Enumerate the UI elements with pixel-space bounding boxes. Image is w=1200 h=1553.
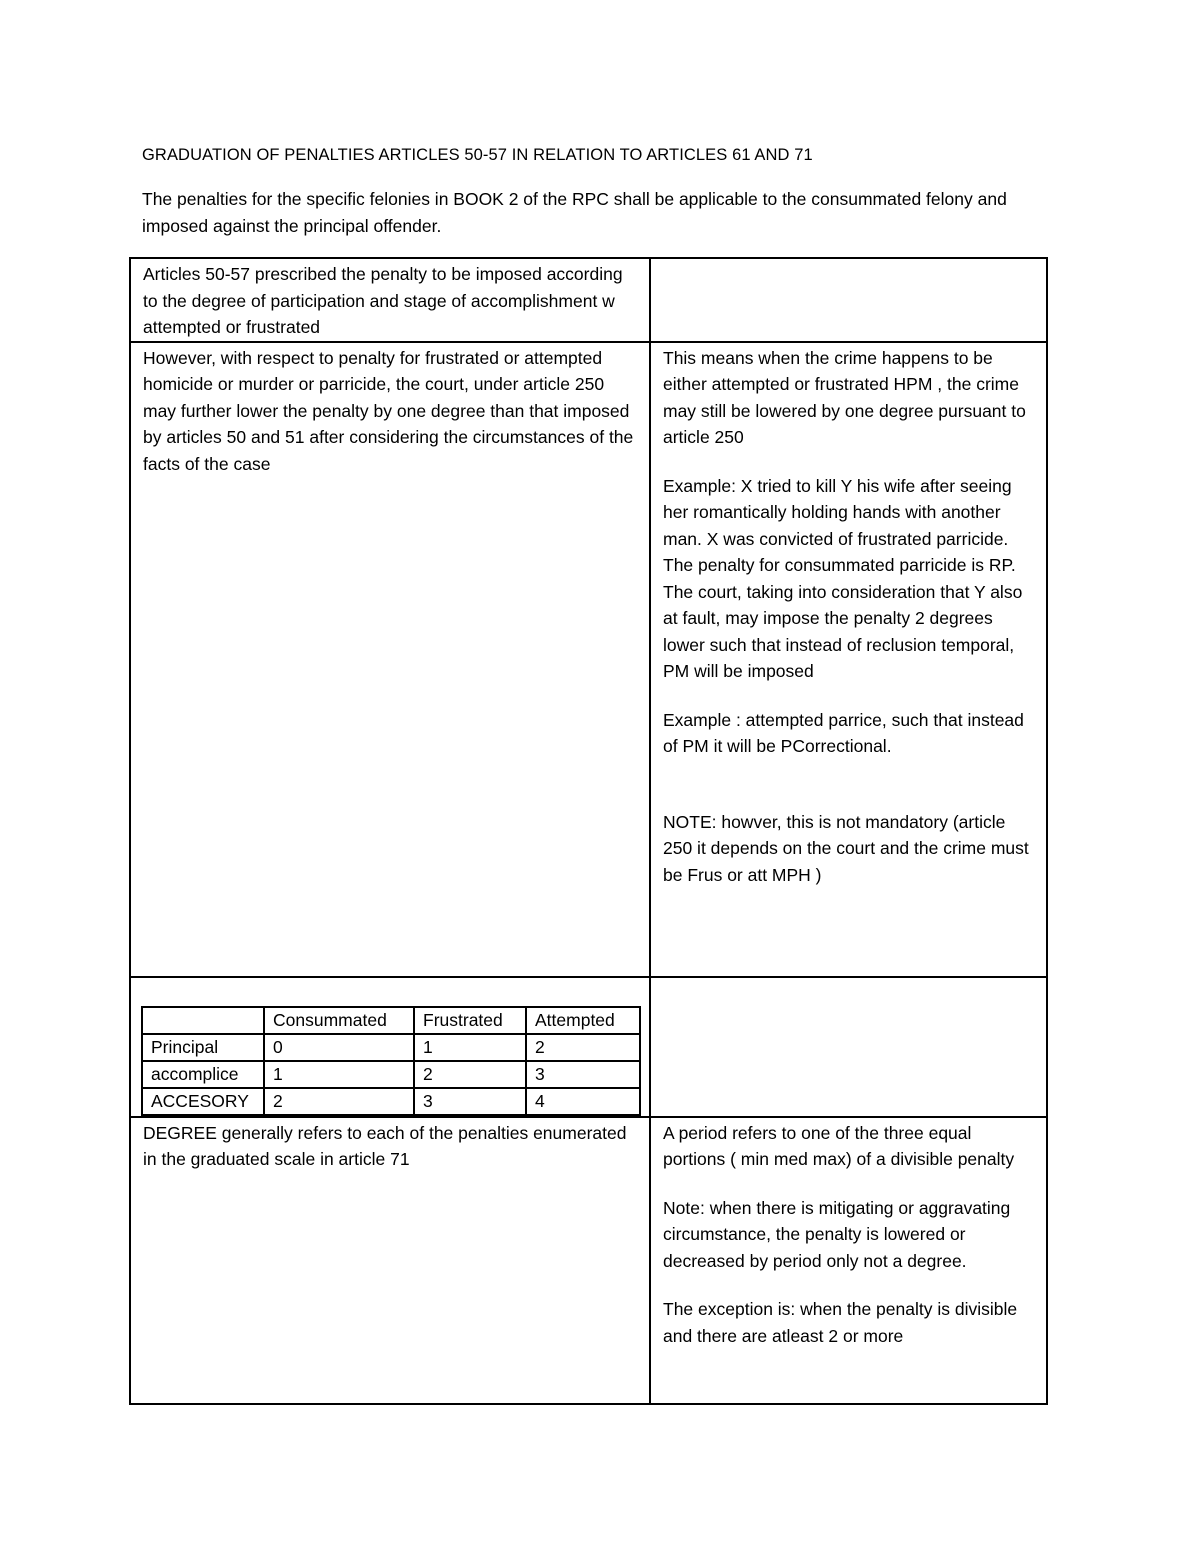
grid-row <box>142 1088 640 1115</box>
row3-left-cell <box>130 977 650 1117</box>
table-row <box>130 977 1047 1117</box>
grid-cell: 2 <box>414 1061 526 1088</box>
grid-header-cell: Frustrated <box>414 1007 526 1034</box>
grid-cell: 2 <box>264 1088 414 1115</box>
intro-paragraph <box>142 186 1042 240</box>
note-paragraph: NOTE: howver, this is not mandatory (article 250 it depends on the court and the crime must be Frus or att MPH ) <box>663 811 1029 885</box>
grid-cell: 4 <box>526 1088 640 1115</box>
note-paragraph: Note: when there is mitigating or aggravating circumstance, the penalty is lowered or decreased by period only not a degree. <box>663 1197 1011 1271</box>
row4-right-cell <box>650 1117 1047 1404</box>
intro-text: The penalties for the specific felonies in BOOK 2 of the RPC shall be applicable to the consummated felony and imposed against the principal offender. <box>142 189 1007 236</box>
grid-cell: 1 <box>414 1034 526 1061</box>
grid-cell: 2 <box>526 1034 640 1061</box>
row1-right-cell <box>650 258 1047 342</box>
grid-header-cell: Consummated <box>264 1007 414 1034</box>
row2-right-cell <box>650 342 1047 977</box>
grid-header-cell <box>142 1007 264 1034</box>
grid-row <box>142 1061 640 1088</box>
cell-paragraph: A period refers to one of the three equal portions ( min med max) of a divisible penalty <box>663 1122 1015 1169</box>
row3-right-cell <box>650 977 1047 1117</box>
example-paragraph: Example : attempted parrice, such that instead of PM it will be PCorrectional. <box>663 709 1024 756</box>
row2-left-cell <box>130 342 650 977</box>
grid-cell: 3 <box>526 1061 640 1088</box>
grid-cell: 1 <box>264 1061 414 1088</box>
grid-header-row <box>142 1007 640 1034</box>
cell-paragraph: This means when the crime happens to be either attempted or frustrated HPM , the crime may still be lowered by one degree pursuant to article 250 <box>663 347 1026 447</box>
grid-header-cell: Attempted <box>526 1007 640 1034</box>
table-row <box>130 1117 1047 1404</box>
cell-paragraph: However, with respect to penalty for frustrated or attempted homicide or murder or parricide, the court, under article 250 may further lower the penalty by one degree than that imposed by articles 50 and 51 after considering the circumstances of the facts of the case <box>143 347 634 474</box>
document-title: GRADUATION OF PENALTIES ARTICLES 50-57 IN RELATION TO ARTICLES 61 AND 71 <box>142 146 813 164</box>
penalties-table <box>129 257 1048 1405</box>
grid-row <box>142 1034 640 1061</box>
table-row <box>130 342 1047 977</box>
row1-left-cell <box>130 258 650 342</box>
table-row <box>130 258 1047 342</box>
grid-cell: accomplice <box>142 1061 264 1088</box>
degree-grid <box>141 1006 641 1116</box>
row4-left-cell <box>130 1117 650 1404</box>
grid-cell: 3 <box>414 1088 526 1115</box>
cell-paragraph: Articles 50-57 prescribed the penalty to be imposed according to the degree of participation and stage of accomplishment w attempted or frustrated <box>143 264 623 337</box>
example-paragraph: Example: X tried to kill Y his wife after seeing her romantically holding hands with another man. X was convicted of frustrated parricide. The penalty for consummated parricide is RP. The court, taking into consideration that Y also at fault, may impose the penalty 2 degrees lower such that instead of reclusion temporal, PM will be imposed <box>663 475 1023 681</box>
exception-paragraph: The exception is: when the penalty is divisible and there are atleast 2 or more <box>663 1299 1018 1346</box>
cell-paragraph: DEGREE generally refers to each of the penalties enumerated in the graduated scale in article 71 <box>143 1122 627 1169</box>
grid-cell: 0 <box>264 1034 414 1061</box>
grid-cell: Principal <box>142 1034 264 1061</box>
grid-cell: ACCESORY <box>142 1088 264 1115</box>
